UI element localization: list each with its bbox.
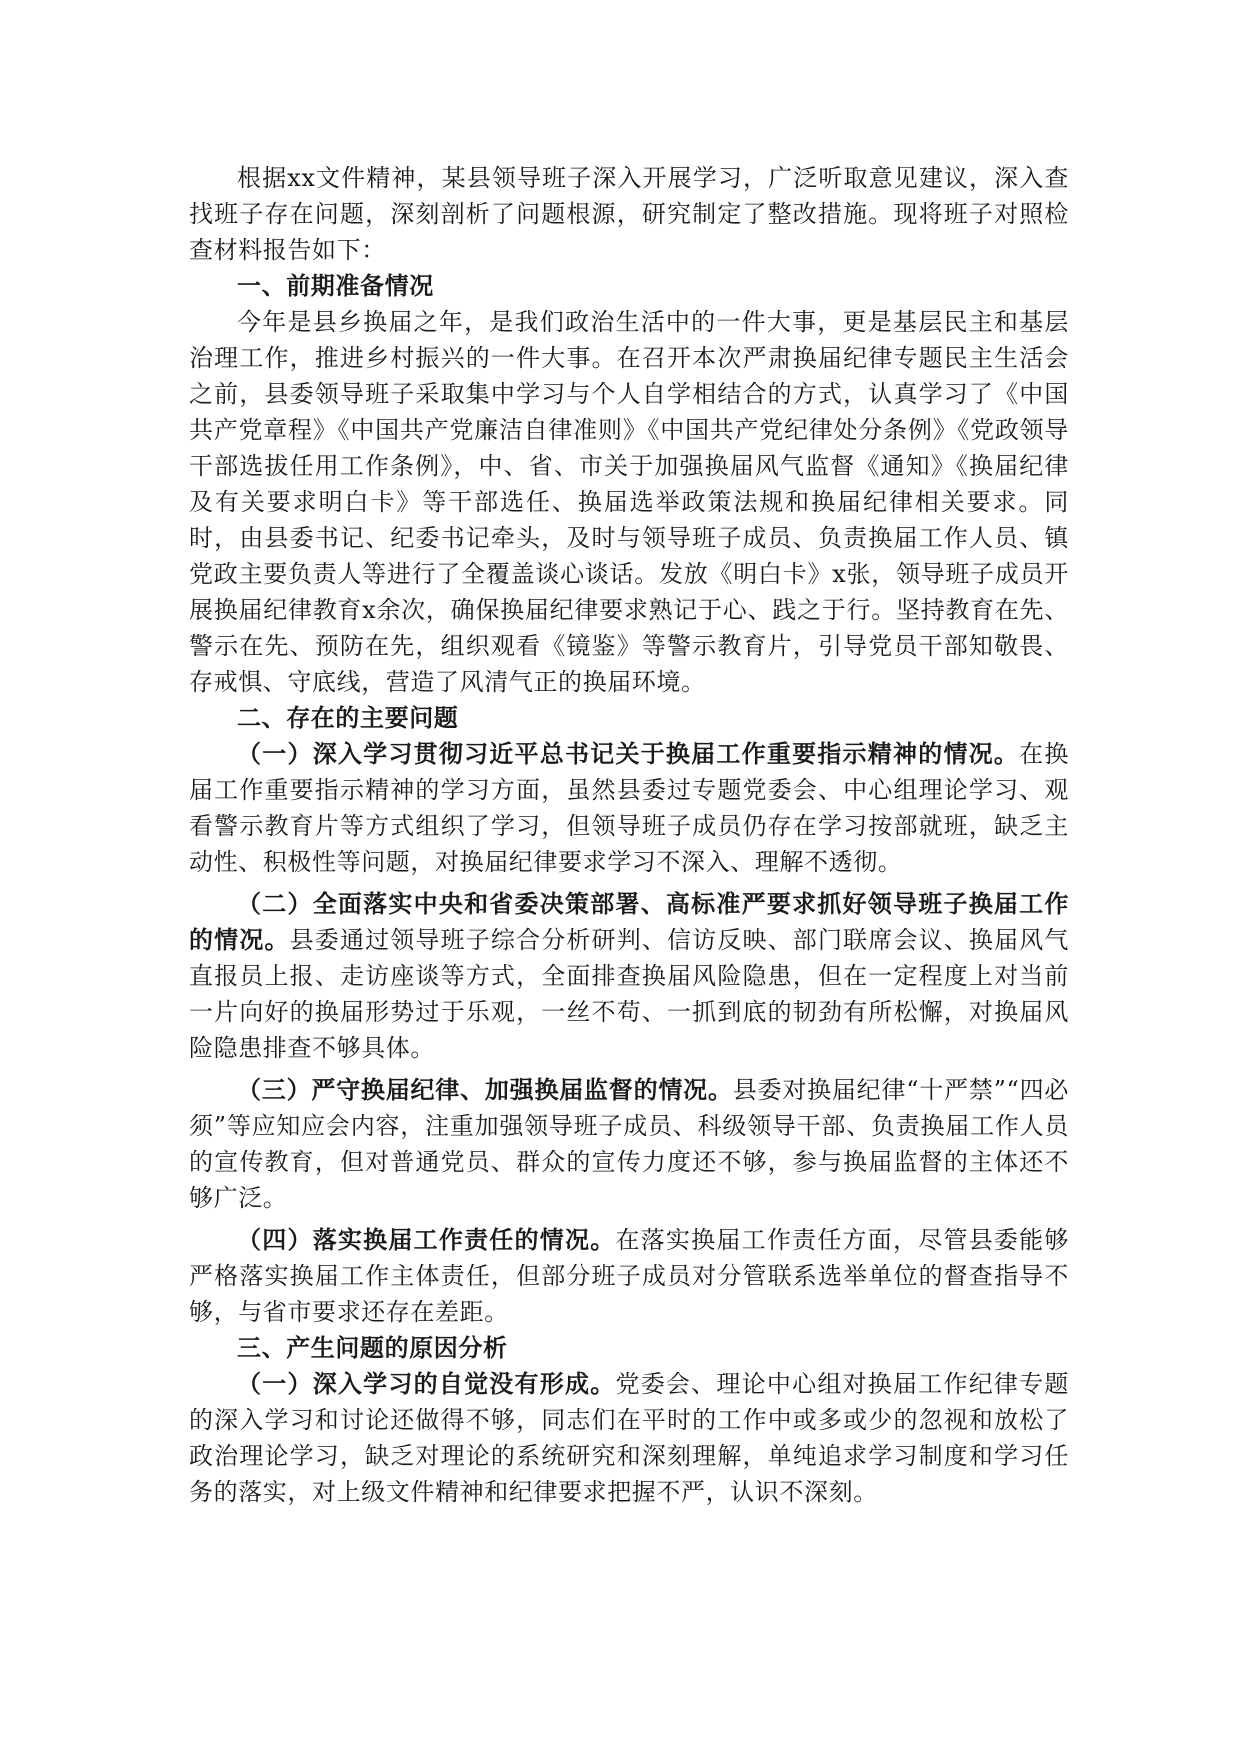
- section-2-item-1-title: （一）深入学习贯彻习近平总书记关于换届工作重要指示精神的情况。: [237, 740, 1020, 768]
- section-1-paragraph: 今年是县乡换届之年，是我们政治生活中的一件大事，更是基层民主和基层治理工作，推进乡村振兴的一件大事。在召开本次严肃换届纪律专题民主生活会之前，县委领导班子采取集中学习与个人自学相结合的方式，认真学习了《中国共产党章程》《中国共产党廉洁自律准则》《中国共产党纪律处分条例》《党政领导干部选拔任用工作条例》，中、省、市关于加强换届风气监督《通知》《换届纪律及有关要求明白卡》等干部选任、换届选举政策法规和换届纪律相关要求。同时，由县委书记、纪委书记牵头，及时与领导班子成员、负责换届工作人员、镇党政主要负责人等进行了全覆盖谈心谈话。发放《明白卡》x张，领导班子成员开展换届纪律教育x余次，确保换届纪律要求熟记于心、践之于行。坚持教育在先、警示在先、预防在先，组织观看《镜鉴》等警示教育片，引导党员干部知敬畏、存戒惧、守底线，营造了风清气正的换届环境。: [189, 308, 1069, 696]
- section-2-item-3-text: 县委对换届纪律“十严禁”“四必须”等应知应会内容，注重加强领导班子成员、科级领导干部、负责换届工作人员的宣传教育，但对普通党员、群众的宣传力度还不够，参与换届监督的主体还不够广泛。: [189, 1076, 1069, 1212]
- section-2-item-4-title: （四）落实换届工作责任的情况。: [237, 1226, 616, 1254]
- section-2-item-2: [189, 886, 1069, 1066]
- section-3-item-1-text: 党委会、理论中心组对换届工作纪律专题的深入学习和讨论还做得不够，同志们在平时的工作中或多或少的忽视和放松了政治理论学习，缺乏对理论的系统研究和深刻理解，单纯追求学习制度和学习任务的落实，对上级文件精神和纪律要求把握不严，认识不深刻。: [189, 1370, 1069, 1506]
- section-2-item-1: [189, 736, 1069, 880]
- section-2-item-3: [189, 1072, 1069, 1216]
- section-2-item-2-text: 县委通过领导班子综合分析研判、信访反映、部门联席会议、换届风气直报员上报、走访座谈等方式，全面排查换届风险隐患，但在一定程度上对当前一片向好的换届形势过于乐观，一丝不苟、一抓到底的韧劲有所松懈，对换届风险隐患排查不够具体。: [189, 926, 1069, 1062]
- section-2-item-1-text: 在换届工作重要指示精神的学习方面，虽然县委过专题党委会、中心组理论学习、观看警示教育片等方式组织了学习，但领导班子成员仍存在学习按部就班，缺乏主动性、积极性等问题，对换届纪律要求学习不深入、理解不透彻。: [189, 740, 1069, 876]
- document-body: [189, 160, 1069, 1510]
- section-3-item-1: [189, 1366, 1069, 1510]
- section-1-heading: 一、前期准备情况: [237, 272, 434, 300]
- section-3-heading: 三、产生问题的原因分析: [237, 1334, 508, 1362]
- section-2-item-4-text: 在落实换届工作责任方面，尽管县委能够严格落实换届工作主体责任，但部分班子成员对分管联系选举单位的督查指导不够，与省市要求还存在差距。: [189, 1226, 1069, 1326]
- section-2-item-4: [189, 1222, 1069, 1330]
- section-2-item-2-title: （二）全面落实中央和省委决策部署、高标准严要求抓好领导班子换届工作的情况。: [189, 890, 1069, 954]
- section-2-heading: 二、存在的主要问题: [237, 704, 459, 732]
- intro-paragraph: 根据xx文件精神，某县领导班子深入开展学习，广泛听取意见建议，深入查找班子存在问题，深刻剖析了问题根源，研究制定了整改措施。现将班子对照检查材料报告如下：: [189, 164, 1069, 264]
- section-3-item-1-title: （一）深入学习的自觉没有形成。: [237, 1370, 616, 1398]
- section-2-item-3-title: （三）严守换届纪律、加强换届监督的情况。: [237, 1076, 733, 1104]
